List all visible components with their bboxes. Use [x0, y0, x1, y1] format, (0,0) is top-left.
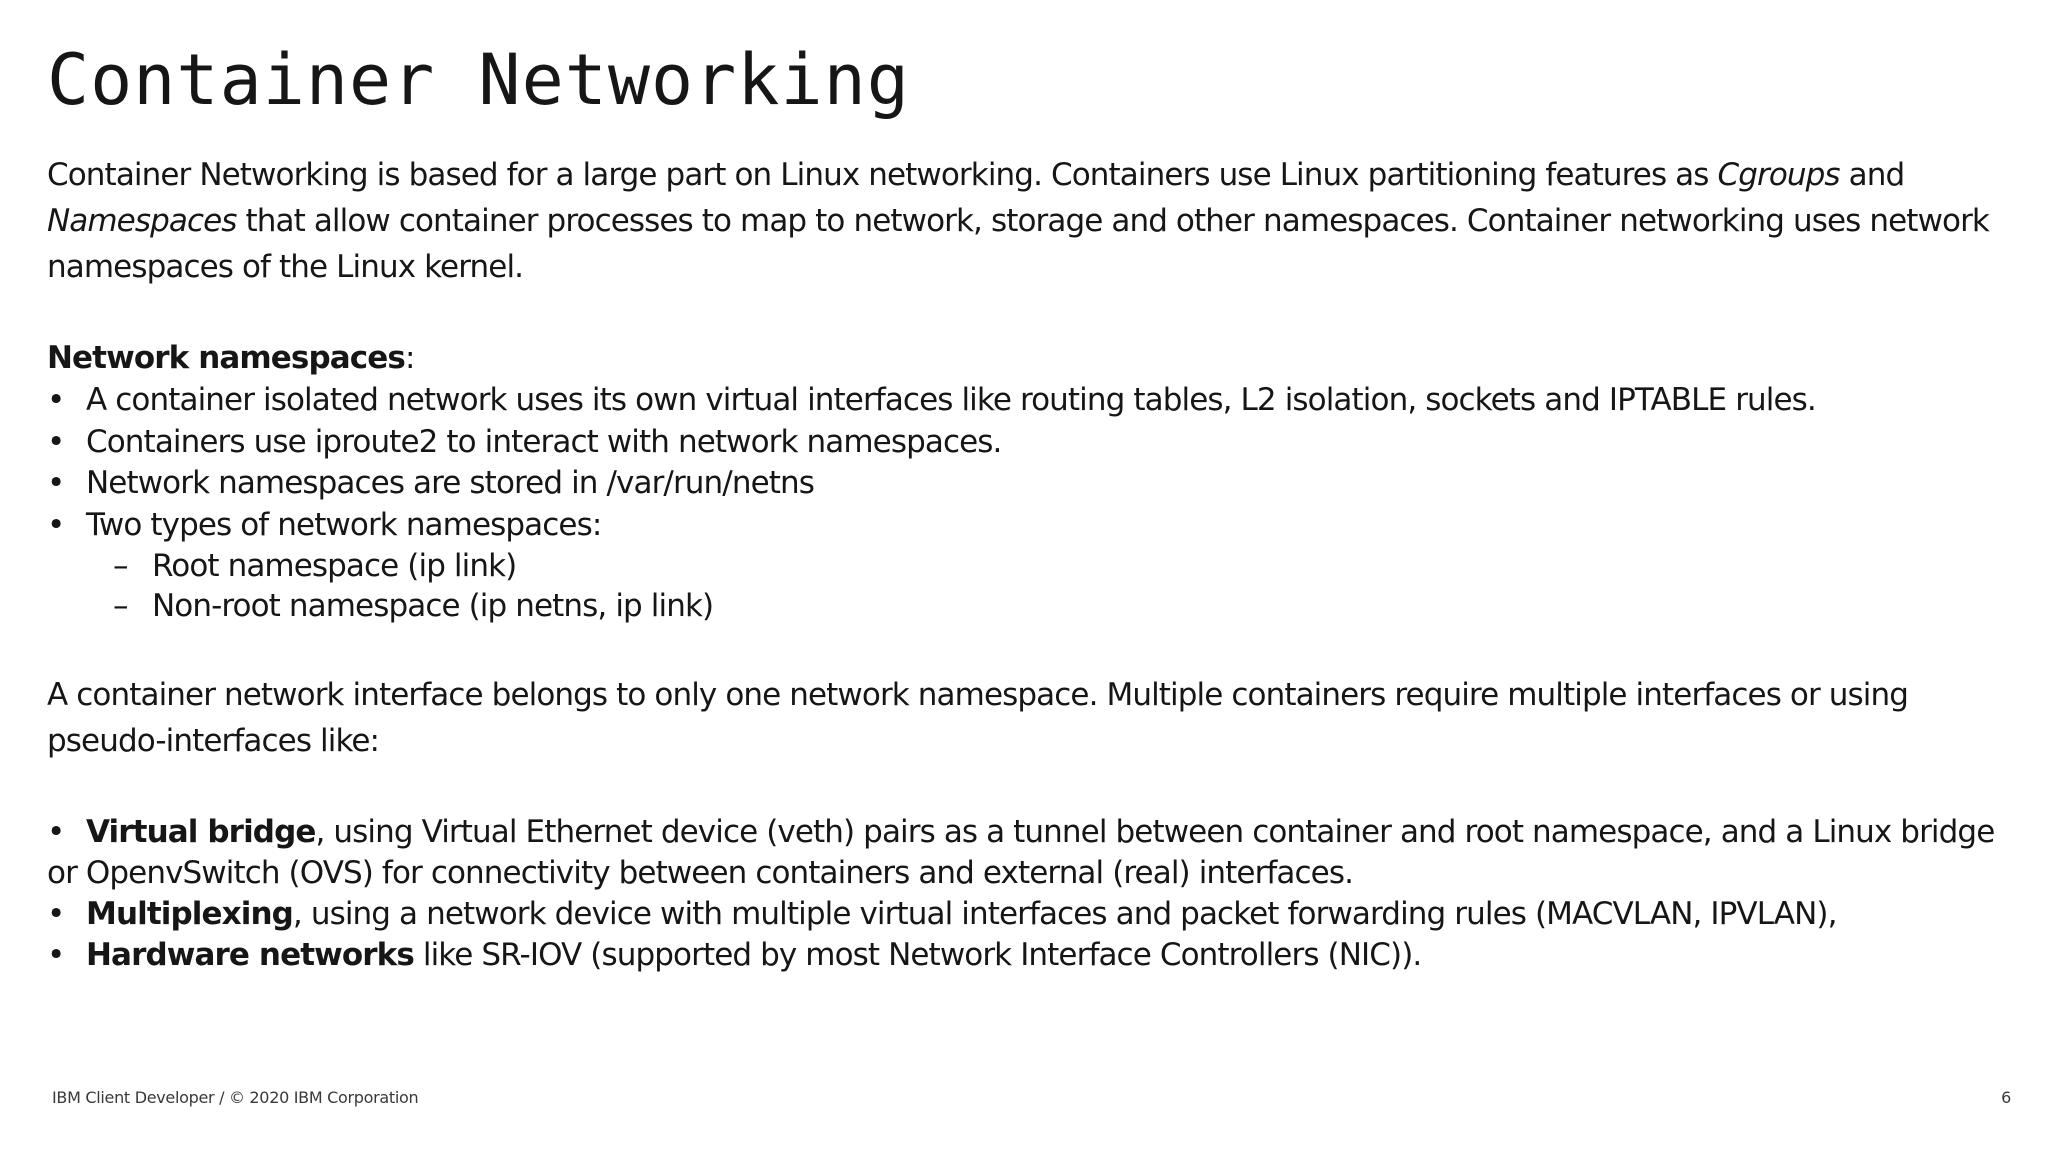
footer-copyright: IBM Client Developer / © 2020 IBM Corporation	[52, 1088, 419, 1107]
list-item-term: Virtual bridge	[86, 814, 316, 850]
list-item	[47, 380, 2022, 422]
list-item-text: Containers use iproute2 to interact with network namespaces.	[86, 423, 1002, 460]
intro-paragraph	[47, 152, 2022, 290]
list-item-text: A container isolated network uses its own virtual interfaces like routing tables, L2 isolation, sockets and IPTABLE rules.	[86, 382, 1816, 418]
list-item-text: , using a network device with multiple virtual interfaces and packet forwarding rules (MACVLAN, IPVLAN),	[292, 896, 1837, 932]
namespaces-list	[47, 380, 2022, 626]
bullet-icon: •	[47, 896, 65, 932]
namespaces-heading-label: Network namespaces	[47, 340, 405, 376]
bullet-icon: •	[47, 937, 65, 973]
bullet-icon: •	[47, 506, 65, 543]
list-item-term: Multiplexing	[86, 896, 293, 932]
intro-term-cgroups: Cgroups	[1717, 157, 1840, 193]
namespace-types-sublist	[47, 546, 2022, 626]
list-item-text: like SR-IOV (supported by most Network Interface Controllers (NIC)).	[413, 937, 1422, 973]
bullet-icon: •	[47, 465, 65, 501]
sublist-item	[113, 546, 2022, 586]
page-number: 6	[2001, 1088, 2011, 1107]
intro-text-1: Container Networking is based for a large part on Linux networking. Containers use Linux partitioning features as	[47, 157, 1718, 193]
interface-types-list	[47, 812, 2022, 976]
sublist-item-text: Non-root namespace (ip netns, ip link)	[152, 588, 714, 624]
namespaces-heading	[47, 336, 2022, 380]
slide-title: Container Networking	[47, 39, 910, 121]
intro-text-2: and	[1839, 157, 1905, 193]
list-item-text: Network namespaces are stored in /var/run/netns	[86, 465, 815, 501]
list-item	[47, 812, 2022, 894]
list-item	[47, 463, 2022, 505]
list-item	[47, 935, 2022, 976]
list-item-text: , using Virtual Ethernet device (veth) pairs as a tunnel between container and root namespace, and a Linux bridge or OpenvSwitch (OVS) for connectivity between containers and external (real) interfaces.	[47, 814, 1995, 891]
intro-term-namespaces: Namespaces	[47, 203, 237, 239]
intro-text-3: that allow container processes to map to network, storage and other namespaces. Container networking uses network namespaces of the Linux kernel.	[47, 203, 1989, 285]
bullet-icon: •	[47, 382, 65, 418]
list-item-text: Two types of network namespaces:	[86, 506, 602, 543]
list-item-term: Hardware networks	[86, 937, 414, 973]
bullet-icon: •	[47, 814, 65, 850]
sublist-item-text: Root namespace (ip link)	[152, 548, 517, 584]
namespaces-heading-colon: :	[404, 340, 415, 376]
list-item	[47, 894, 2022, 935]
interfaces-paragraph: A container network interface belongs to only one network namespace. Multiple containers require multiple interfaces or using pseudo-interfaces like:	[47, 677, 1909, 759]
dash-icon: –	[113, 548, 128, 584]
bullet-icon: •	[47, 423, 65, 460]
list-item	[47, 422, 2022, 464]
list-item	[47, 505, 2022, 547]
dash-icon: –	[113, 588, 128, 624]
sublist-item	[113, 586, 2022, 626]
